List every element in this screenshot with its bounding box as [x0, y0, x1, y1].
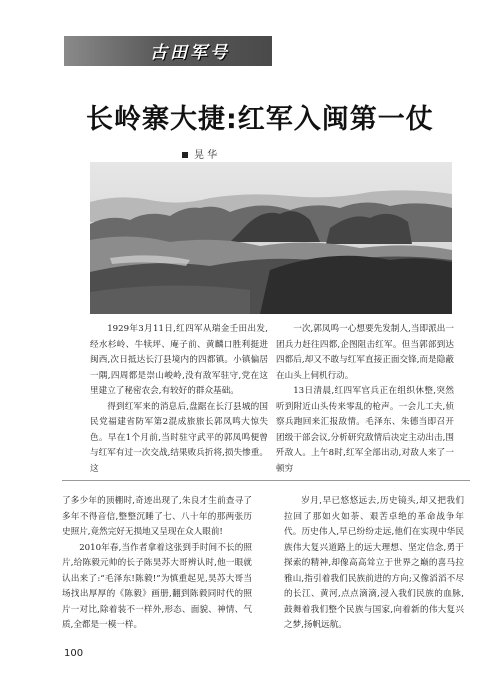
- section-divider: [62, 480, 470, 481]
- section-title: 古田军号: [150, 43, 230, 63]
- paragraph: 13日清晨,红四军官兵正在组织休整,突然听到附近山头传来零乱的枪声。一会儿工夫,侦察兵跑回来汇报敌情。毛泽东、朱德当即召开团级干部会议,分析研究敌情后决定主动出击,围歼敌人。上午8时,红军全部出动,对敌人来了一顿穷: [276, 386, 454, 474]
- hills-illustration: [90, 162, 452, 314]
- paragraph: 得到红军来的消息后,盘踞在长汀县城的国民党福建省防军第2混成旅旅长郭凤鸣大惊失色。早在1个月前,当时驻守武平的郭凤鸣便曾与红军有过一次交战,结果败兵折将,损失惨重。这: [90, 401, 268, 474]
- article-title: 长岭寨大捷:红军入闽第一仗: [86, 104, 434, 135]
- paragraph: 一次,郭凤鸣一心想要先发制人,当即派出一团兵力赶往四都,企图阻击红军。但当郭部到达四都后,却又不敢与红军直接正面交锋,而是隐蔽在山头上伺机行动。: [276, 324, 454, 381]
- column-1: [90, 322, 268, 477]
- page-number: 100: [64, 648, 84, 659]
- column-3: [62, 494, 252, 634]
- landscape-photo: [90, 162, 452, 314]
- paragraph: 了多少年的顶棚时,奇迹出现了,朱良才生前查寻了多年不得音信,整整沉睡了七、八十年的那两张历史照片,竟然完好无损地又呈现在众人眼前!: [62, 496, 252, 537]
- paragraph: 1929年3月11日,红四军从瑞金壬田出发,经水杉岭、牛犊坪、庵子前、黄麟口胜利挺进闽西,次日抵达长汀县境内的四都镇。小镇偏居一隅,四周都是崇山峻岭,没有敌军驻守,党在这里建立了秘密农会,有较好的群众基础。: [90, 324, 268, 396]
- column-4: [284, 494, 464, 634]
- paragraph: 2010年春,当作者拿着这张到手时间不长的照片,给陈毅元帅的长子陈昊苏大哥辨认时,他一眼就认出来了:“毛泽东!陈毅!”为慎重起见,昊苏大哥当场找出厚厚的《陈毅》画册,翻到陈毅同时代的照片一对比,除着装不一样外,形态、面貌、神情、气质,全都是一模一样。: [62, 542, 252, 630]
- author-name: 晃 华: [194, 150, 218, 161]
- paragraph: 岁月,早已悠悠远去,历史镜头,却又把我们拉回了那如火如荼、艰苦卓绝的革命战争年代。历史伟人,早已纷纷走远,他们在实现中华民族伟大复兴道路上的远大理想、坚定信念,勇于探索的精神,却像高高耸立于世界之巅的喜马拉雅山,指引着我们民族前进的方向;又像滔滔不尽的长江、黄河,点点滴滴,浸入我们民族的血脉,鼓舞着我们整个民族与国家,向着新的伟大复兴之梦,扬帆远航。: [284, 496, 464, 630]
- square-bullet-icon: [182, 152, 188, 158]
- column-2: [276, 322, 454, 477]
- author-line: [182, 146, 217, 161]
